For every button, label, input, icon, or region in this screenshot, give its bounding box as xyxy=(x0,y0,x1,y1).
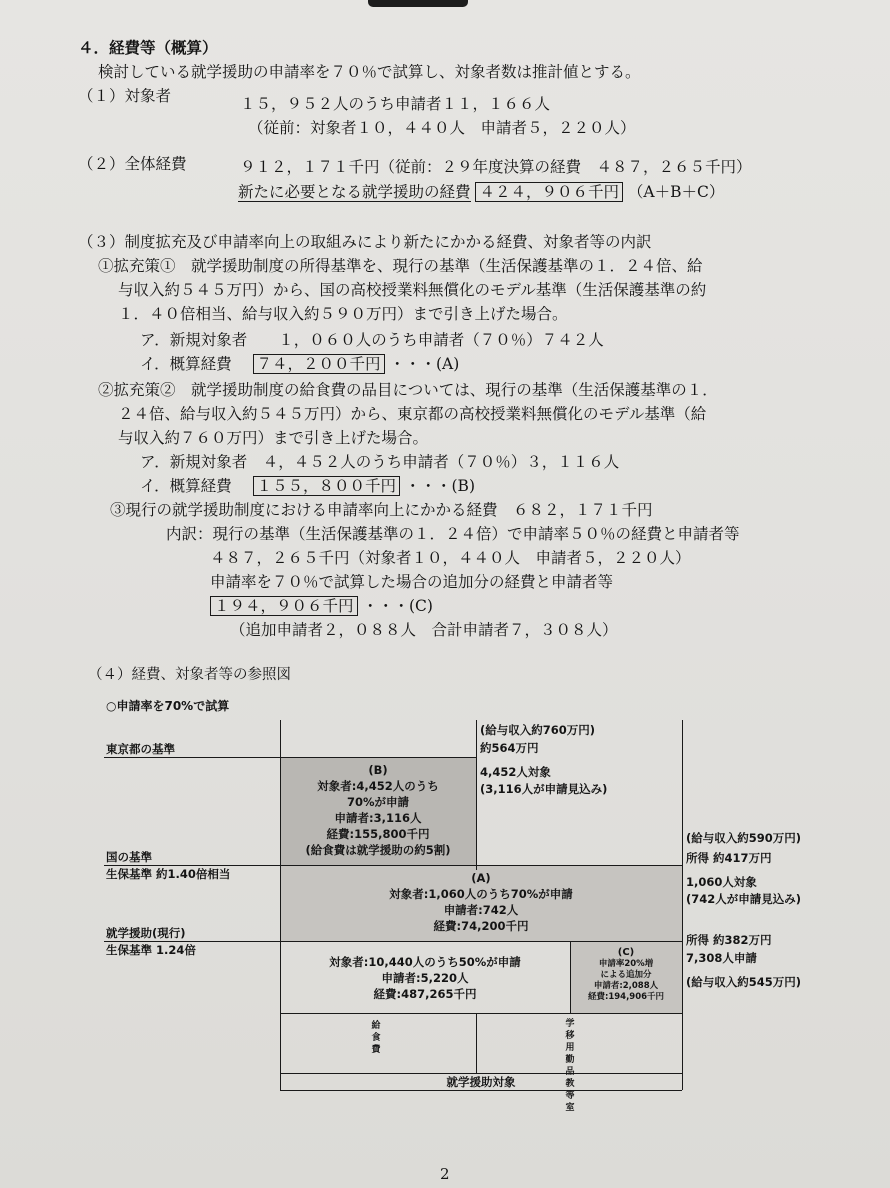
b-applicants-label: (3,116人が申請見込み) xyxy=(480,782,608,796)
b-recipients-label: 4,452人対象 xyxy=(480,765,551,779)
national-standard-sub: 生保基準 約1.40倍相当 xyxy=(106,867,231,881)
national-earnings-label: 所得 約417万円 xyxy=(686,851,772,865)
tokyo-earnings-label: 約564万円 xyxy=(480,741,539,755)
measure2-cost-label: イ．概算経費 xyxy=(140,477,232,495)
measure3-line2: 内訳：現行の基準（生活保護基準の１．２４倍）で申請率５０％の経費と申請者等 xyxy=(166,525,740,543)
a-box-recipients: 対象者:1,060人のうち70%が申請 xyxy=(389,887,573,901)
measure1-cost-value: ７４，２００千円 xyxy=(253,354,385,374)
c-box-id: (C) xyxy=(617,947,635,958)
base-box-cost: 経費:487,265千円 xyxy=(373,987,477,1001)
diagram-caption: ○申請率を70%で試算 xyxy=(106,699,230,713)
measure2-line2: ２４倍、給与収入約５４５万円）から、東京都の高校授業料無償化のモデル基準（給 xyxy=(118,405,707,423)
item1-line1: １５，９５２人のうち申請者１１，１６６人 xyxy=(240,95,551,113)
measure3-line6: （追加申請者２，０８８人 合計申請者７，３０８人） xyxy=(230,621,618,639)
item2-label: （２）全体経費 xyxy=(78,155,187,173)
a-box-text xyxy=(282,870,680,934)
national-standard-label: 国の基準 xyxy=(106,850,152,864)
diagram-c-divider xyxy=(570,941,571,1013)
measure3-title: ③現行の就学援助制度における申請率向上にかかる経費 ６８２，１７１千円 xyxy=(110,501,653,519)
measure2-title: ②拡充策② 就学援助制度の給食費の品目については、現行の基準（生活保護基準の１． xyxy=(98,381,718,399)
measure1-cost-suffix: ・・・(A) xyxy=(389,355,460,373)
tokyo-standard-label: 東京都の基準 xyxy=(106,742,175,756)
diagram-bottom-divider xyxy=(476,1013,477,1073)
total-applicants-label: 7,308人申請 xyxy=(686,951,757,965)
measure2-line3: 与収入約７６０万円）まで引き上げた場合。 xyxy=(118,429,429,447)
measure3-line3: ４８７，２６５千円（対象者１０，４４０人 申請者５，２２０人） xyxy=(210,549,691,567)
measure1-line2: 与収入約５４５万円）から、国の高校授業料無償化のモデル基準（生活保護基準の約 xyxy=(118,281,707,299)
school-aid-target-label: 就学援助対象 xyxy=(446,1075,516,1089)
item1-line2: （従前：対象者１０，４４０人 申請者５，２２０人） xyxy=(248,119,636,137)
item2-line1: ９１２，１７１千円（従前：２９年度決算の経費 ４８７，２６５千円） xyxy=(240,158,752,176)
measure3-cost-suffix: ・・・(C) xyxy=(362,597,433,615)
measure2-cost-value: １５５，８００千円 xyxy=(253,476,401,496)
a-box-id: (A) xyxy=(471,871,491,885)
a-box-cost: 経費:74,200千円 xyxy=(433,919,529,933)
measure1-cost-label: イ．概算経費 xyxy=(140,355,232,373)
measure1-line3: １．４０倍相当、給与収入約５９０万円）まで引き上げた場合。 xyxy=(118,305,568,323)
page-number: 2 xyxy=(440,1165,450,1183)
b-box-rate: 70%が申請 xyxy=(346,795,410,809)
section-intro: 検討している就学援助の申請率を７０％で試算し、対象者数は推計値とする。 xyxy=(98,63,641,81)
a-applicants-label: (742人が申請見込み) xyxy=(686,892,802,906)
item3-label: （３）制度拡充及び申請率向上の取組みにより新たにかかる経費、対象者等の内訳 xyxy=(78,233,652,251)
section-heading: ４．経費等（概算） xyxy=(78,38,218,57)
current-standard-sub: 生保基準 1.24倍 xyxy=(106,943,196,957)
item4-label: （４）経費、対象者等の参照図 xyxy=(88,667,291,683)
b-box-text xyxy=(282,762,474,858)
b-box-recipients: 対象者:4,452人のうち xyxy=(317,779,439,793)
national-income-label: (給与収入約590万円) xyxy=(686,831,802,845)
diagram-right-axis xyxy=(682,720,683,1090)
measure3-line4: 申請率を７０％で試算した場合の追加分の経費と申請者等 xyxy=(210,573,614,591)
current-income-label: (給与収入約545万円) xyxy=(686,975,802,989)
diagram-bottom-line xyxy=(280,1090,682,1091)
measure3-cost-value: １９４，９０６千円 xyxy=(210,596,358,616)
item2-line2-prefix: 新たに必要となる就学援助の経費 xyxy=(238,183,471,201)
base-box-text xyxy=(282,954,568,1002)
current-earnings-label: 所得 約382万円 xyxy=(686,933,772,947)
lunch-cost-label: 給食費 xyxy=(371,1021,381,1055)
item2-total-new-cost: ４２４，９０６千円 xyxy=(475,182,623,202)
measure1-title: ①拡充策① 就学援助制度の所得基準を、現行の基準（生活保護基準の１．２４倍、給 xyxy=(98,257,703,275)
c-box-applicants: 申請者:2,088人 xyxy=(593,981,659,991)
item2-line2-suffix: （A＋B＋C） xyxy=(627,183,725,201)
school-supplies-label: 学移用勤品教等室 xyxy=(565,1019,575,1113)
item1-label: （１）対象者 xyxy=(78,87,172,105)
tokyo-income-label: (給与収入約760万円) xyxy=(480,723,596,737)
current-standard-label: 就学援助(現行) xyxy=(106,926,186,940)
diagram-inner-bottom xyxy=(280,1013,682,1014)
c-box-cost: 経費:194,906千円 xyxy=(587,992,665,1002)
measure2-cost-suffix: ・・・(B) xyxy=(405,477,475,495)
c-box-rate: 申請率20%増 xyxy=(598,959,654,969)
measure2-new-recipients: ア．新規対象者 ４，４５２人のうち申請者（７０％）３，１１６人 xyxy=(140,453,620,471)
b-box-note: (給食費は就学援助の約5割) xyxy=(305,843,451,857)
tokyo-threshold-line xyxy=(104,757,476,758)
b-box-cost: 経費:155,800千円 xyxy=(326,827,430,841)
b-box-id: (B) xyxy=(368,763,388,777)
base-box-recipients: 対象者:10,440人のうち50%が申請 xyxy=(329,955,521,969)
diagram-left-axis xyxy=(280,720,281,1090)
base-box-applicants: 申請者:5,220人 xyxy=(381,971,469,985)
a-box-applicants: 申請者:742人 xyxy=(443,903,519,917)
b-box-applicants: 申請者:3,116人 xyxy=(334,811,422,825)
a-recipients-label: 1,060人対象 xyxy=(686,875,757,889)
measure1-new-recipients: ア．新規対象者 １，０６０人のうち申請者（７０％）７４２人 xyxy=(140,331,604,349)
c-box-note: による追加分 xyxy=(600,970,652,980)
c-box-text xyxy=(572,946,680,1003)
diagram-mid-axis xyxy=(476,720,477,870)
